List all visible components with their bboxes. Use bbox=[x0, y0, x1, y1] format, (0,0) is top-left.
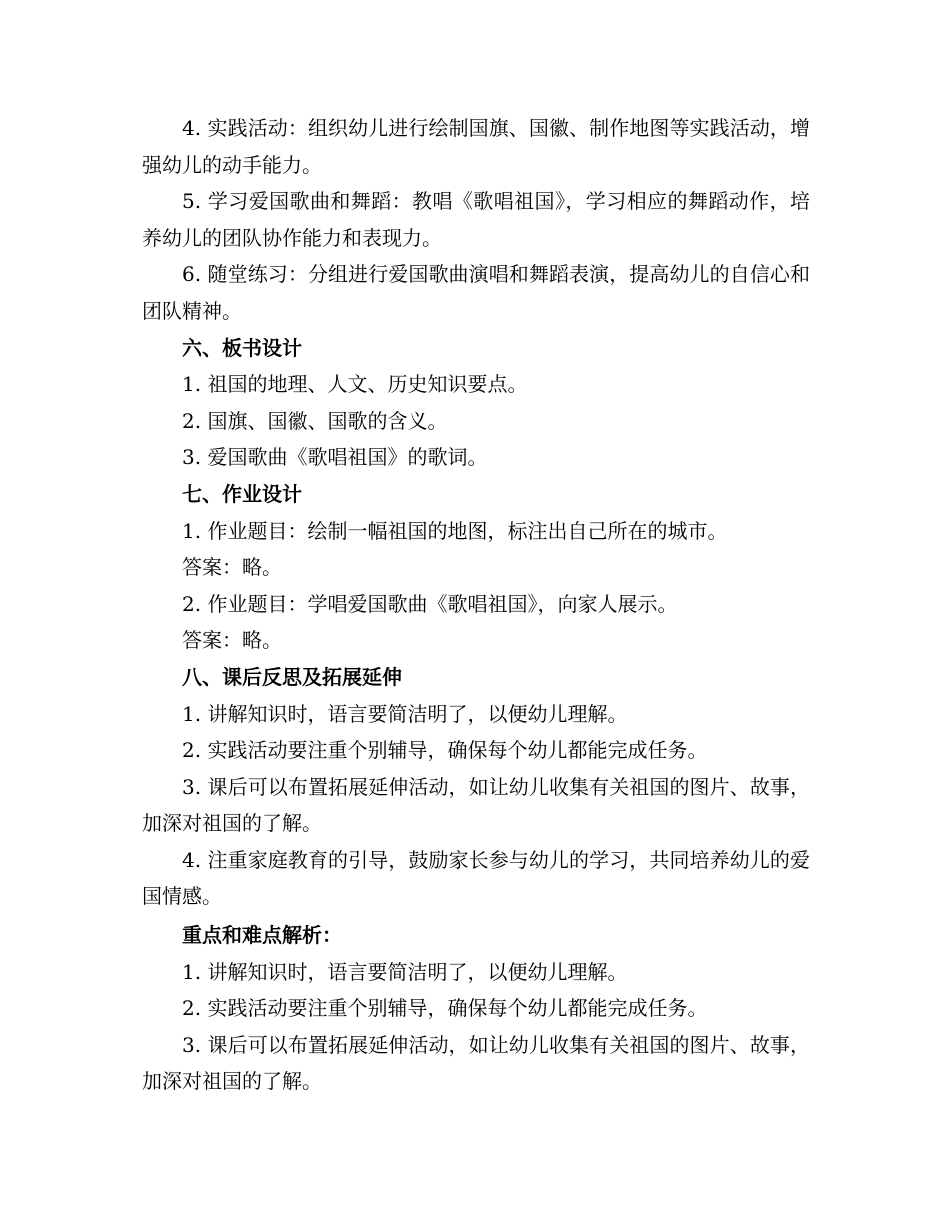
section-heading-key-points: 重点和难点解析： bbox=[182, 923, 342, 948]
list-item: 2. 实践活动要注重个别辅导，确保每个幼儿都能完成任务。 bbox=[182, 996, 708, 1021]
list-item: 1. 祖国的地理、人文、历史知识要点。 bbox=[182, 372, 528, 397]
list-item: 2. 国旗、国徽、国歌的含义。 bbox=[182, 408, 448, 433]
list-item: 2. 作业题目：学唱爱国歌曲《歌唱祖国》，向家人展示。 bbox=[182, 591, 678, 616]
document-page bbox=[142, 110, 810, 1100]
list-item: 1. 作业题目：绘制一幅祖国的地图，标注出自己所在的城市。 bbox=[182, 518, 728, 543]
section-heading-reflection: 八、课后反思及拓展延伸 bbox=[182, 664, 402, 689]
list-item: 4. 注重家庭教育的引导，鼓励家长参与幼儿的学习，共同培养幼儿的爱国情感。 bbox=[142, 847, 810, 909]
list-item: 3. 课后可以布置拓展延伸活动，如让幼儿收集有关祖国的图片、故事，加深对祖国的了解。 bbox=[142, 774, 810, 836]
section-heading-blackboard-design: 六、板书设计 bbox=[182, 335, 302, 360]
list-item: 1. 讲解知识时，语言要简洁明了，以便幼儿理解。 bbox=[182, 959, 628, 984]
list-item-answer: 答案：略。 bbox=[182, 628, 282, 653]
list-item: 3. 爱国歌曲《歌唱祖国》的歌词。 bbox=[182, 445, 488, 470]
section-heading-homework-design: 七、作业设计 bbox=[182, 481, 302, 506]
list-item: 3. 课后可以布置拓展延伸活动，如让幼儿收集有关祖国的图片、故事，加深对祖国的了解。 bbox=[142, 1032, 810, 1094]
paragraph-classroom-practice: 6. 随堂练习：分组进行爱国歌曲演唱和舞蹈表演，提高幼儿的自信心和团队精神。 bbox=[142, 262, 810, 323]
list-item-answer: 答案：略。 bbox=[182, 555, 282, 580]
list-item: 1. 讲解知识时，语言要简洁明了，以便幼儿理解。 bbox=[182, 701, 628, 726]
paragraph-practice-activity: 4. 实践活动：组织幼儿进行绘制国旗、国徽、制作地图等实践活动，增强幼儿的动手能力。 bbox=[142, 116, 810, 177]
list-item: 2. 实践活动要注重个别辅导，确保每个幼儿都能完成任务。 bbox=[182, 738, 708, 763]
paragraph-patriotic-songs: 5. 学习爱国歌曲和舞蹈：教唱《歌唱祖国》，学习相应的舞蹈动作，培养幼儿的团队协作能力和表现力。 bbox=[142, 189, 810, 250]
